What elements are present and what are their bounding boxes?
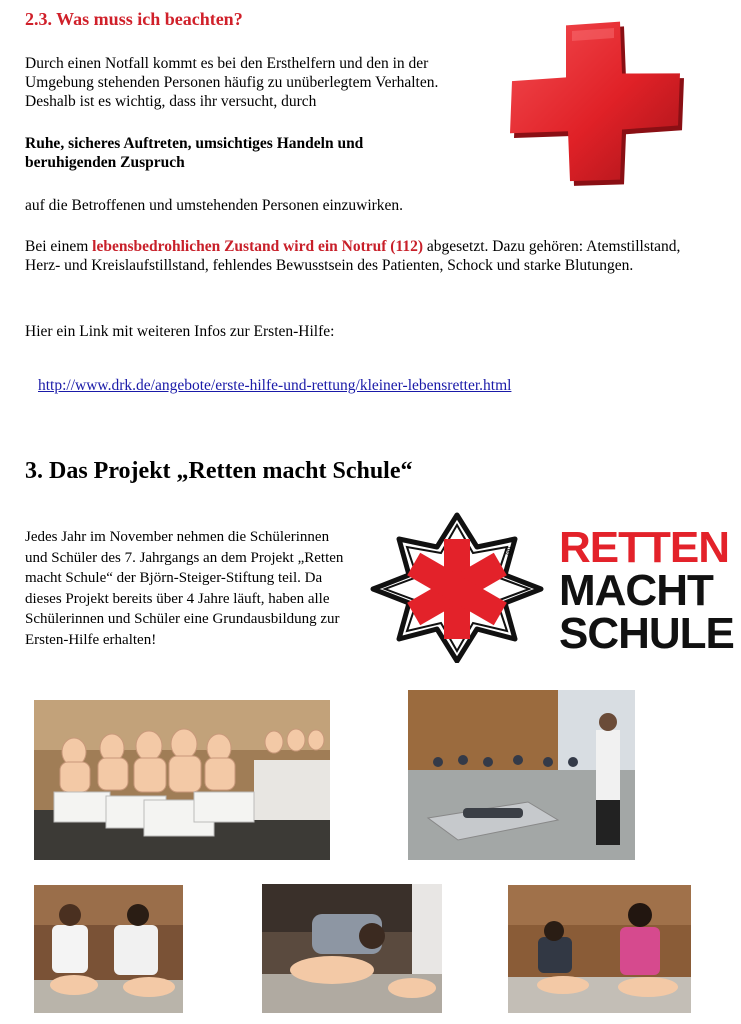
photo-cpr-girls (508, 885, 691, 1013)
logo-word-schule: SCHULE (559, 609, 734, 658)
emergency-suffix: abgesetzt. Dazu gehören: Atemstillstand, Herz- und Kreislaufstillstand, fehlendes Bewusstsein des Patienten, Schock und starke Blutungen. (25, 238, 681, 274)
emergency-paragraph (25, 237, 715, 275)
emergency-emphasis: lebensbedrohlichen Zustand wird ein Notruf (112) (92, 238, 424, 255)
star-of-life-icon (369, 511, 545, 663)
link-intro: Hier ein Link mit weiteren Infos zur Ersten-Hilfe: (25, 323, 335, 340)
influence-paragraph: auf die Betroffenen und umstehenden Personen einzuwirken. (25, 197, 404, 214)
key-behaviors-text: Ruhe, sicheres Auftreten, umsichtiges Handeln und beruhigenden Zuspruch (25, 135, 364, 171)
emergency-prefix: Bei einem (25, 238, 93, 255)
logo-word-macht: MACHT (559, 566, 713, 615)
photo-manikins (34, 700, 330, 860)
logo-word-retten: RETTEN (559, 523, 729, 572)
section-heading-3: 3. Das Projekt „Retten macht Schule“ (25, 458, 413, 484)
key-behaviors (25, 134, 445, 172)
registered-mark: ® (505, 546, 514, 558)
photo-rescue-breath (262, 884, 442, 1013)
photo-cpr-boys (34, 885, 183, 1013)
drk-link[interactable]: http://www.drk.de/angebote/erste-hilfe-und-rettung/kleiner-lebensretter.html (38, 377, 512, 394)
section-heading-2-3: 2.3. Was muss ich beachten? (25, 9, 243, 29)
intro-paragraph: Durch einen Notfall kommt es bei den Ersthelfern und den in der Umgebung stehenden Personen häufig zu unüberlegtem Verhalten. Deshalb ist es wichtig, dass ihr versucht, durch (25, 55, 439, 110)
project-paragraph: Jedes Jahr im November nehmen die Schülerinnen und Schüler des 7. Jahrgangs an dem Projekt „Retten macht Schule“ der Björn-Steiger-Stiftung teil. Da dieses Projekt bereits über 4 Jahre läuft, haben alle Schülerinnen und Schüler eine Grundausbildung zur Ersten-Hilfe erhalten! (25, 529, 344, 648)
red-cross-icon (500, 18, 690, 186)
photo-gym-training (408, 690, 635, 860)
